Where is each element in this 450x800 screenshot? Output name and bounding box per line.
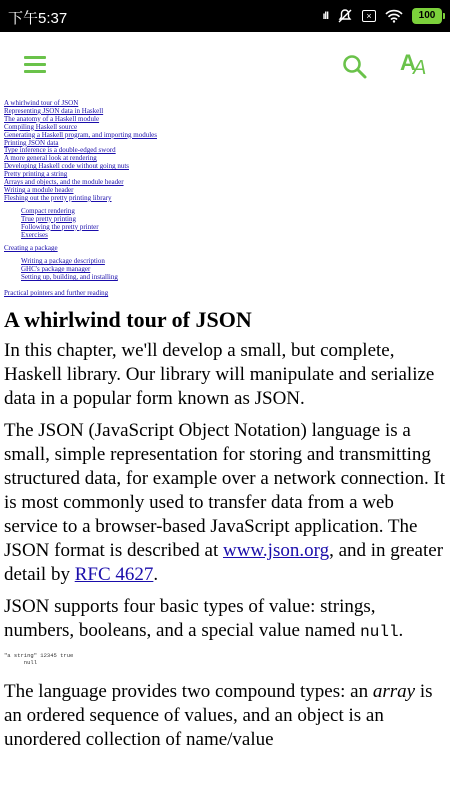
- toc-link[interactable]: Practical pointers and further reading: [4, 289, 109, 298]
- table-of-contents: [4, 100, 446, 298]
- paragraph: [4, 680, 446, 752]
- status-icons: [323, 6, 442, 26]
- toc-link[interactable]: Generating a Haskell program, and importing modules: [4, 130, 157, 139]
- paragraph: [4, 595, 446, 644]
- emphasis: array: [372, 680, 416, 702]
- toc-sublink[interactable]: Setting up, building, and installing: [21, 273, 118, 282]
- toc-link[interactable]: Compiling Haskell source: [4, 122, 78, 131]
- toc-sublink[interactable]: Exercises: [21, 230, 48, 239]
- hamburger-menu-icon[interactable]: [24, 56, 46, 74]
- paragraph-text: is an ordered sequence of values, and an: [4, 680, 433, 726]
- toc-link[interactable]: Representing JSON data in Haskell: [4, 106, 104, 115]
- search-icon[interactable]: [342, 54, 368, 80]
- paragraph: [4, 419, 446, 587]
- json-org-link[interactable]: www.json.org: [222, 539, 330, 561]
- section-heading: A whirlwind tour of JSON: [4, 306, 252, 332]
- paragraph-text: object is an unordered collection of name/value: [4, 704, 384, 750]
- font-glyph-large: A: [400, 50, 416, 75]
- font-glyph-small: A: [413, 57, 427, 79]
- toc-sublink[interactable]: Writing a package description: [21, 257, 105, 266]
- paragraph-text: , and in greater detail by: [4, 539, 444, 585]
- toc-link[interactable]: Creating a package: [4, 244, 58, 253]
- paragraph-text: .: [153, 563, 159, 585]
- toc-link[interactable]: Developing Haskell code without going nuts: [4, 162, 130, 171]
- toc-sublink[interactable]: Following the pretty printer: [21, 222, 99, 231]
- toc-sublink[interactable]: Compact rendering: [21, 206, 75, 215]
- toc-sublist: [4, 258, 446, 282]
- font-size-icon[interactable]: [400, 50, 432, 82]
- paragraph-text: JSON supports four basic types of value: strings, numbers, booleans, and a special value named: [4, 595, 376, 641]
- toc-sublink[interactable]: True pretty printing: [21, 214, 76, 223]
- paragraph: In this chapter, we'll develop a small, but complete, Haskell library. Our library will manipulate and serialize data in a popular form known as JSON.: [4, 339, 435, 409]
- toc-link[interactable]: Arrays and objects, and the module header: [4, 178, 124, 187]
- battery-icon: 100: [412, 8, 442, 24]
- toc-link[interactable]: Type inference is a double-edged sword: [4, 146, 116, 155]
- paragraph-text: The JSON (JavaScript Object Notation) language is a small, simple representation for storing and transmitting structured data, for example over a network connection. It is most commonly used to transfer data from a web service to a browser-based JavaScript application. The JSON format is described at: [4, 419, 446, 561]
- app-bar: [0, 32, 450, 100]
- status-time: 下午5:37: [8, 10, 68, 27]
- status-bar: [0, 0, 450, 32]
- toc-link[interactable]: A more general look at rendering: [4, 154, 97, 163]
- paragraph-text: .: [398, 619, 404, 641]
- toc-link[interactable]: Pretty printing a string: [4, 170, 68, 179]
- toc-sublist: [4, 208, 446, 240]
- code-sample: "a string" 12345 true null: [4, 651, 74, 666]
- inline-code: null: [360, 622, 399, 641]
- article-content: [4, 100, 446, 760]
- toc-link[interactable]: A whirlwind tour of JSON: [4, 99, 79, 107]
- toc-sublink[interactable]: GHC's package manager: [21, 265, 91, 274]
- toc-link[interactable]: Writing a module header: [4, 185, 74, 194]
- wifi-icon: [385, 9, 403, 23]
- toc-link[interactable]: Fleshing out the pretty printing library: [4, 193, 112, 202]
- toc-link[interactable]: Printing JSON data: [4, 138, 59, 147]
- mute-icon: [337, 8, 353, 24]
- paragraph-text: The language provides two compound types: an: [4, 680, 373, 702]
- toc-link[interactable]: The anatomy of a Haskell module: [4, 114, 100, 123]
- notification-icon: ×: [362, 10, 376, 22]
- rfc-link[interactable]: RFC 4627: [74, 563, 154, 585]
- signal-icon: ıll: [322, 10, 328, 22]
